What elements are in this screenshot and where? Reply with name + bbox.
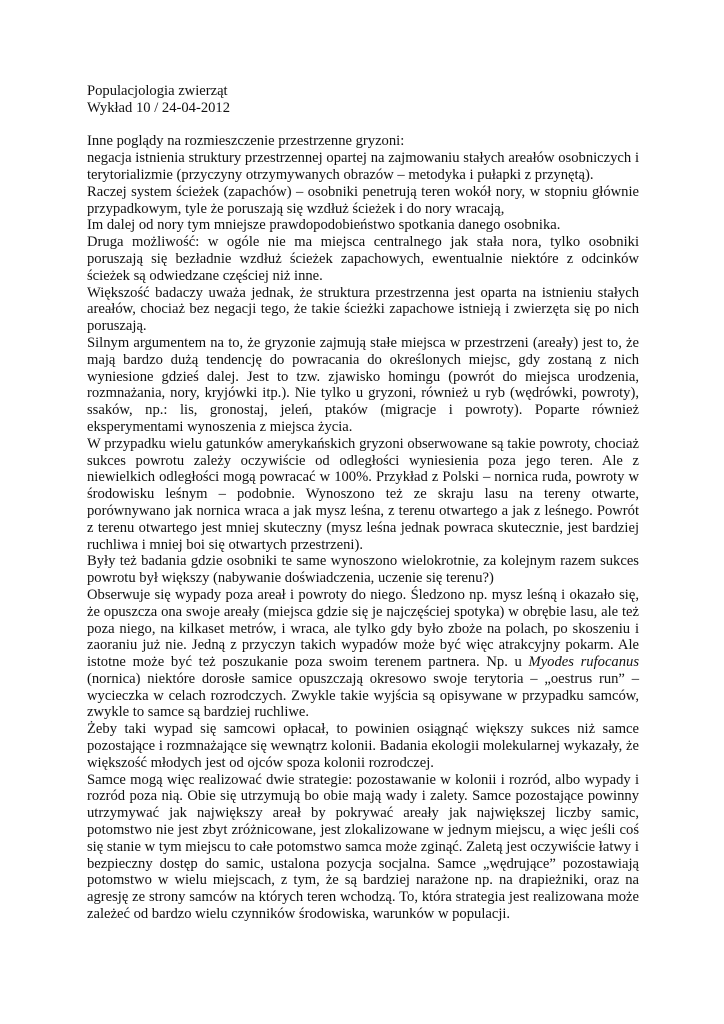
paragraph-homing: Silnym argumentem na to, że gryzonie zajmują stałe miejsca w przestrzeni (areały) jest to, że mają bardzo dużą tendencję do powracania do określonych miejsc, gdy zostaną z nich wyniesione gdzieś dalej. Jest to tzw. zjawisko homingu (powrót do miejsca urodzenia, rozmnażania, nory, kryjówki itp.). Nie tylko u gryzoni, również u ryb (wędrówki, powroty), ssaków, np.: lis, gronostaj, jeleń, ptaków (migracje i powroty). Poparte również eksperymentami wynoszenia z miejsca życia.	[87, 334, 639, 435]
paragraph-negation: negacja istnienia struktury przestrzennej opartej na zajmowaniu stałych areałów osobniczych i terytorializmie (przyczyny otrzymywanych obrazów – metodyka i pułapki z przynętą).	[87, 150, 639, 183]
paragraph-path-system: Raczej system ścieżek (zapachów) – osobniki penetrują teren wokół nory, w stopniu głównie przypadkowym, tyle że poruszają się wzdłuż ścieżek i do nory wracają,	[87, 183, 639, 217]
spacer	[87, 117, 639, 134]
paragraph-intro: Inne poglądy na rozmieszczenie przestrzenne gryzoni:	[87, 133, 405, 150]
lecture-info: Wykład 10 / 24-04-2012	[87, 99, 231, 116]
document-title: Populacjologia zwierząt	[87, 83, 228, 99]
paragraph-male-benefit: Żeby taki wypad się samcowi opłacał, to powinien osiągnąć większy sukces niż samce pozostające i rozmnażające się wewnątrz kolonii. Badania ekologii molekularnej wykazały, że większość młodych jest od ojców spoza kolonii rozrodczej.	[87, 721, 639, 771]
paragraph-excursions	[87, 587, 639, 721]
paragraph-distance: Im dalej od nory tym mniejsze prawdopodobieństwo spotkania danego osobnika.	[87, 217, 561, 234]
paragraph-repeated-displacement: Były też badania gdzie osobniki te same wynoszono wielokrotnie, za kolejnym razem sukces powrotu był większy (nabywanie doświadczenia, uczenie się terenu?)	[87, 553, 639, 587]
paragraph-second-option: Druga możliwość: w ogóle nie ma miejsca centralnego jak stała nora, tylko osobniki poruszają się bezładnie wzdłuż ścieżek zapachowych, ewentualnie niektóre z odcinków ścieżek są odwiedzane częściej niż inne.	[87, 234, 639, 284]
document-page	[87, 83, 639, 923]
species-name: Myodes rufocanus	[528, 654, 639, 671]
excursions-text-continued: (nornica) niektóre dorosłe samice opuszczają okresowo swoje terytoria – „oestrus run” – wycieczka w celach rozrodczych. Zwykle takie wyjścia są opisywane w przypadku samców, zwykle to samce są bardziej ruchliwe.	[87, 670, 639, 721]
excursions-text: Obserwuje się wypady poza areał i powroty do niego. Śledzono np. mysz leśną i okazało się, że opuszcza ona swoje areały (miejsca gdzie się je najczęściej spotyka) w obrębie lasu, ale też poza niego, na kilkaset metrów, i wraca, ale tylko gdy było zboże na polach, po skoszeniu i zaoraniu już nie. Jedną z przyczyn takich wypadów może być więc atrakcyjny pokarm. Ale istotne może być też poszukanie poza swoim terenem partnera. Np. u	[87, 586, 639, 671]
paragraph-majority-view: Większość badaczy uważa jednak, że struktura przestrzenna jest oparta na istnieniu stałych areałów, chociaż bez negacji tego, że takie ścieżki zapachowe istnieją i zwierzęta się po nich poruszają.	[87, 284, 639, 335]
paragraph-strategies: Samce mogą więc realizować dwie strategie: pozostawanie w kolonii i rozród, albo wypady i rozród poza nią. Obie się utrzymują bo obie mają wady i zalety. Samce pozostające powinny utrzymywać jak największy areał by pokrywać areały jak największej liczby samic, potomstwo nie jest zbyt zróżnicowane, jest zlokalizowane w jednym miejscu, a więc jeśli coś się stanie w tym miejscu to całe potomstwo samca może zginąć. Zaletą jest oczywiście łatwy i bezpieczny dostęp do samic, ustalona pozycja socjalna. Samce „wędrujące” pozostawiają potomstwo w wielu miejscach, z tym, że są bardziej narażone np. na drapieżniki, oraz na agresję ze strony samców na których teren wchodzą. To, która strategia jest realizowana może zależeć od bardzo wielu czynników środowiska, warunków w populacji.	[87, 771, 639, 923]
paragraph-american-rodents: W przypadku wielu gatunków amerykańskich gryzoni obserwowane są takie powroty, chociaż sukces powrotu zależy oczywiście od odległości wyniesienia poza jego teren. Ale z niewielkich odległości mogą powracać w 100%. Przykład z Polski – nornica ruda, powroty w środowisku leśnym – podobnie. Wynoszono też ze skraju lasu na tereny otwarte, porównywano jak nornica wraca a jak mysz leśna, z terenu otwartego a jak z leśnego. Powrót z terenu otwartego jest mniej skuteczny (mysz leśna jednak powraca skutecznie, jest bardziej ruchliwa i mniej boi się otwartych przestrzeni).	[87, 435, 639, 553]
